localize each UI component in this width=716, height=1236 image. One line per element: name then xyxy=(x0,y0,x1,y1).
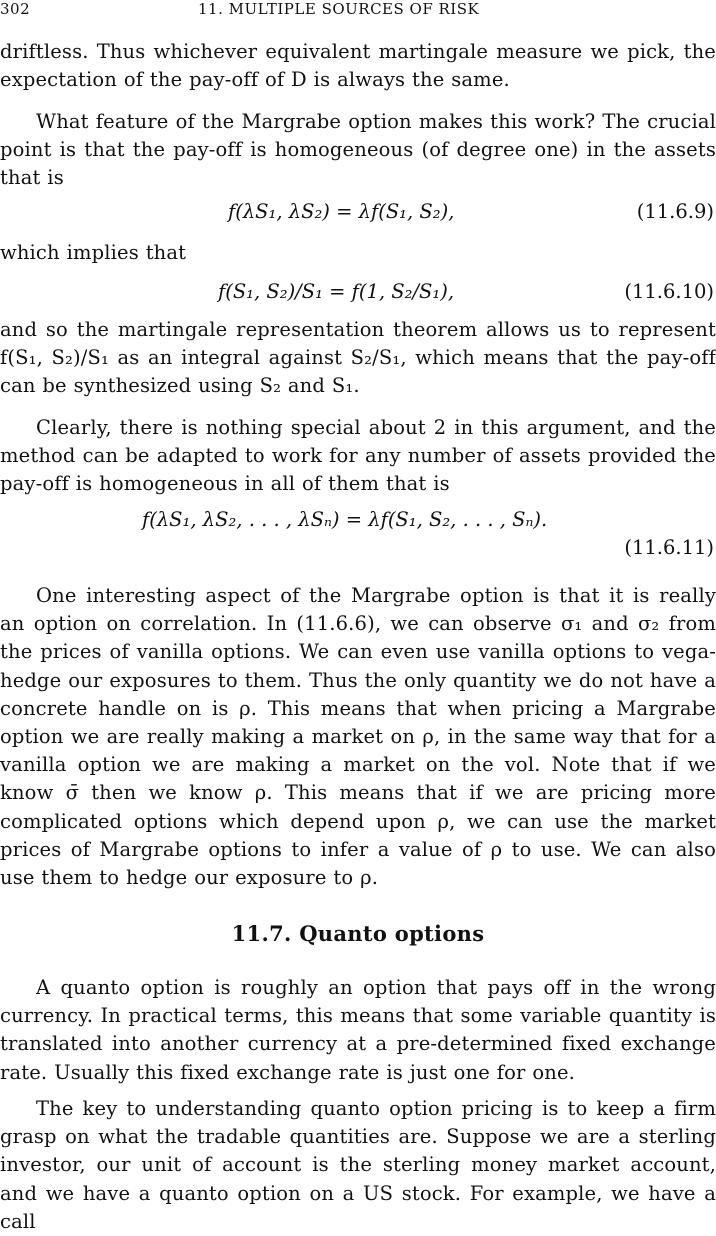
equation-11-6-11 xyxy=(0,508,716,559)
paragraph-quanto-pricing: The key to understanding quanto option pricing is to keep a firm grasp on what the tradable quantities are. Suppose we are a sterling investor, our unit of account is the sterling money market account, and we have a quanto option on a US stock. For example, we have a call xyxy=(0,1097,716,1233)
paragraph-quanto-definition: A quanto option is roughly an option that pays off in the wrong currency. In practical terms, this means that some variable quantity is translated into another currency at a pre-determined fixed exchange rate. Usually this fixed exchange rate is just one for one. xyxy=(0,976,716,1084)
equation-formula: f(S₁, S₂)/S₁ = f(1, S₂/S₁), xyxy=(218,280,455,303)
paragraph-martingale-representation: and so the martingale representation theorem allows us to represent f(S₁, S₂)/S₁ as an integral against S₂/S₁, which means that the pay-off can be synthesized using S₂ and S₁. xyxy=(0,318,716,398)
paragraph-margrabe-feature: What feature of the Margrabe option makes this work? The crucial point is that the pay-off is homogeneous (of degree one) in the assets that is xyxy=(0,110,716,190)
equation-formula: f(λS₁, λS₂, . . . , λSₙ) = λf(S₁, S₂, . . . , Sₙ). xyxy=(142,508,548,531)
page-header xyxy=(0,0,716,22)
running-title: 11. MULTIPLE SOURCES OF RISK xyxy=(198,0,480,18)
equation-number: (11.6.11) xyxy=(624,536,714,559)
section-heading: 11.7. Quanto options xyxy=(231,921,485,946)
equation-formula: f(λS₁, λS₂) = λf(S₁, S₂), xyxy=(228,200,455,223)
equation-11-6-10 xyxy=(0,280,716,310)
paragraph-n-assets: Clearly, there is nothing special about 2 in this argument, and the method can be adapted to work for any number of assets provided the pay-off is homogeneous in all of them that is xyxy=(0,416,716,496)
paragraph-correlation: One interesting aspect of the Margrabe option is that it is really an option on correlation. In (11.6.6), we can observe σ₁ and σ₂ from the prices of vanilla options. We can even use vanilla options to vega-hedge our exposures to them. Thus the only quantity we do not have a concrete handle on is ρ. This means that when pricing a Margrabe option we are really making a market on ρ, in the same way that for a vanilla option we are making a market on the vol. Note that if we know σ̄ then we know ρ. This means that if we are pricing more complicated options which depend upon ρ, we can use the market prices of Margrabe options to infer a value of ρ to use. We can also use them to hedge our exposure to ρ. xyxy=(0,584,716,890)
paragraph-driftless: driftless. Thus whichever equivalent martingale measure we pick, the expectation of the pay-off of D is always the same. xyxy=(0,40,716,92)
equation-number: (11.6.9) xyxy=(636,200,714,223)
equation-11-6-9 xyxy=(0,200,716,230)
page-number: 302 xyxy=(0,0,31,18)
paragraph-which-implies: which implies that xyxy=(0,241,187,264)
equation-number: (11.6.10) xyxy=(624,280,714,303)
